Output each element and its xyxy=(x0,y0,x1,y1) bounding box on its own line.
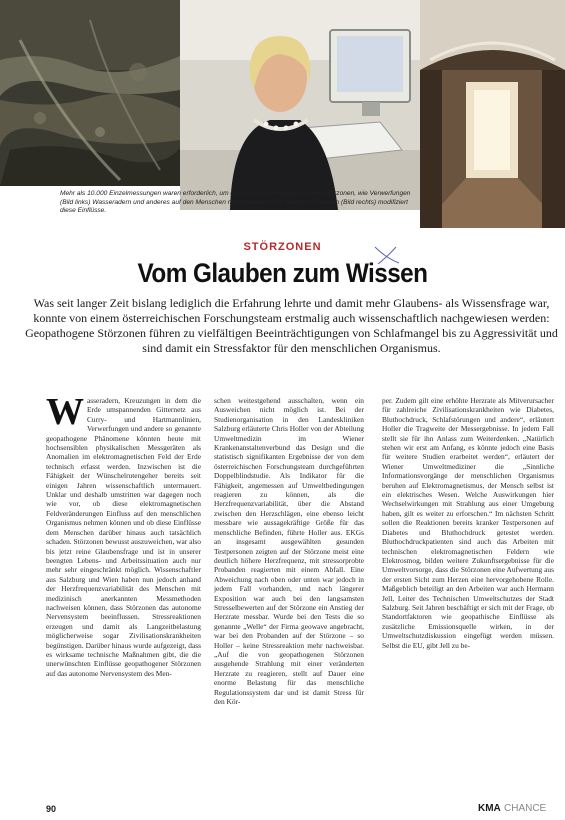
magazine-subname: CHANCE xyxy=(504,803,547,814)
woman-at-computer-photo xyxy=(180,0,420,210)
page-footer xyxy=(0,800,565,820)
woman-at-computer-image xyxy=(180,0,420,210)
body-column-1-text: asseradern, Kreuzungen in dem die Erde umspannenden Gitternetz aus Curry- und Hartmannlinien, Verwerfungen und andere so genannte geopathogene Phänomene könnten heute mit hochsensiblen physikalischen Messgeräten als Anomalien im elektromagnetischen Feld der Erde technisch erfasst werden. Inzwischen ist die Fähigkeit der Wünschelrutengeher bereits seit einigen Jahren wissenschaftlich untermauert. Unklar und deshalb umstritten war dagegen noch wie vor, ob diese elektromagnetischen Feldveränderungen Einfluss auf den menschlichen Organismus nehmen können und ob diese Einflüsse dem Menschen darüber hinaus auch tatsächlich schaden. Störzonen bewusst auszuweichen, war also bis jetzt reine Glaubensfrage und ist in unserer beengten Lebens- und Arbeitssituation auch nur mehr sehr eingeschränkt möglich. Wissenschaftler aus Salzburg und Wien haben nun jedoch anhand der Herzfrequenzvariabilität des Menschen mit medizinisch anerkannten Messmethoden nachweisen können, dass Störzonen das autonome Nervensystem beeinflussen. Stressreaktionen erzeugen und damit als Langzeitbelastung möglicherweise sogar Zivilisationskrankheiten begünstigen. Darüber hinaus wurde aufgezeigt, dass es wirksame technische Maßnahmen gibt, die die unerwünschten Einflüsse geopathogener Störzonen auf das autonome Nervensystem des Men- xyxy=(46,396,201,678)
photo-caption: Mehr als 10.000 Einzelmessungen waren erforderlich, um die Wirkung von geopathischen Störzonen, wie Verwerfungen (Bild links) Wasseradern und anderes auf den Menschen nachzuweisen. Die Wiege von Neuem (Bild rechts) modifiziert diese Einflüsse. xyxy=(60,190,411,215)
rock-fault-image xyxy=(0,0,180,186)
page-number: 90 xyxy=(46,804,57,814)
section-kicker: STÖRZONEN xyxy=(243,241,322,253)
body-column-3 xyxy=(382,396,554,794)
body-column-2-text: schen weitestgehend ausschalten, wenn ein Ausweichen nicht möglich ist. Bei der Studienorganisation in den Landeskliniken Salzburg erläuterte Chris Holler von der Abteilung Umweltmedizin im Wiener Krankenanstaltenverbund das Design und die statistisch signifikanten Ergebnisse der von dem österreichischen Forschungsteam durchgeführten Doppelblindstudie. Als Indikator für die Fähigkeit, angemessen auf Umweltbedingungen reagieren zu können, als die Herzfrequenzvariabilität, über die Abstand zwischen den Herzschlägen, eine ebenso leicht messbare wie aussagekräftige Größe für das menschliche Befinden, führte Holler aus. EKGs an insgesamt ausgewählten gesunden Testpersonen zeigten auf der Störzone meist eine deutlich höhere Herzfrequenz, mit stressorprobte Probanden reagierten mit einem Abfall. Eine Abweichung nach oben oder unten war jedoch in jedem Fall vorhanden, und nach längerer Exposition war auch bei den langsamsten Stresselbewerten auf der Störzone ein Anstieg der Herzrate messbar. Wurde bei den Tests die so genannte „Welle“ der Firma geowave angebracht, war bei den Probanden auf der Störzone – so Holler – keine Stressreaktion mehr nachweisbar. „Auf die von geopathogenen Störzonen ausgehende Strahlung mit einer veränderten Herzrate zu reagieren, stellt auf Dauer eine enorme Belastung für das menschliche Regulationssystem dar und ist damit Stress für den Kör- xyxy=(214,396,364,706)
article-lead: Was seit langer Zeit bislang lediglich die Erfahrung lehrte und damit mehr Glaubens- als Wissensfrage war, konnte von einem österreichischen Forschungsteam erstmalig auch wissenschaftlich nachgewiesen werden: Geopathogene Störzonen führen zu vielfältigen Beeinträchtigungen von Schlafmangel bis zu Aggressivität und sind damit ein Stressfaktor für den menschlichen Organismus. xyxy=(25,296,558,355)
rock-fault-photo xyxy=(0,0,180,186)
magazine-name: KMA xyxy=(478,803,501,814)
corridor-image xyxy=(420,0,565,228)
article-headline: Vom Glauben zum Wissen xyxy=(137,258,428,288)
body-column-1 xyxy=(46,396,201,794)
photo-band xyxy=(0,0,565,228)
corridor-photo xyxy=(420,0,565,228)
body-column-3-text: per. Zudem gilt eine erhöhte Herzrate als Mitverursacher für zahlreiche Zivilisationskrankheiten wie Diabetes, Bluthochdruck, Schlafstörungen und andere“, erläutert Holler die Tragweite der Messergebnisse. In jedem Fall stellt sie für ihn Anlass zum Weiterdenken. „Natürlich stehen wir erst am Anfang, es könnte jedoch eine Basis für weitere Studien erarbeitet werden“, erläutert der Wiener Umweltmediziner die „Sinnliche Informationsvorgänge der menschlichen Organismus beruhen auf Elektromagnetismus, der Mensch selbst ist ein elektrisches Wesen. Welche Auswirkungen hier Wechselwirkungen mit Strahlung aus einer Umgebung haben, gilt es weiter zu erforschen.“ Im nächsten Schritt sollen die Reaktionen bereits kranker Testpersonen auf Diabetes und Bluthochdruck getestet werden. Bluthochdruckpatienten sind auch das Arbeiten mit technischen elektromagnetischen Feldern wie Elektrosmog, bilden weitere Zukunftsergebnisse für die Umweltvorsorge, dass die Störzonen eine Aufwertung aus der ersten Sicht zum Herzen eine hervorgehobene Rolle. Maßgeblich beteiligt an den Arbeiten war auch Hermann Jell, Leiter des Technischen Umweltschutzes der Stadt Salzburg. Seit Jahren beschäftigt er sich mit der Frage, ob Standortfaktoren wie geopathische Einflüsse als zusätzliche Emissionsquelle wirken, in der Umweltschutzdiskussion eingefügt werden müssen. Selbst die EU, gibt Jell zu be- xyxy=(382,396,554,650)
body-column-2 xyxy=(214,396,364,794)
drop-cap: W xyxy=(46,396,84,433)
